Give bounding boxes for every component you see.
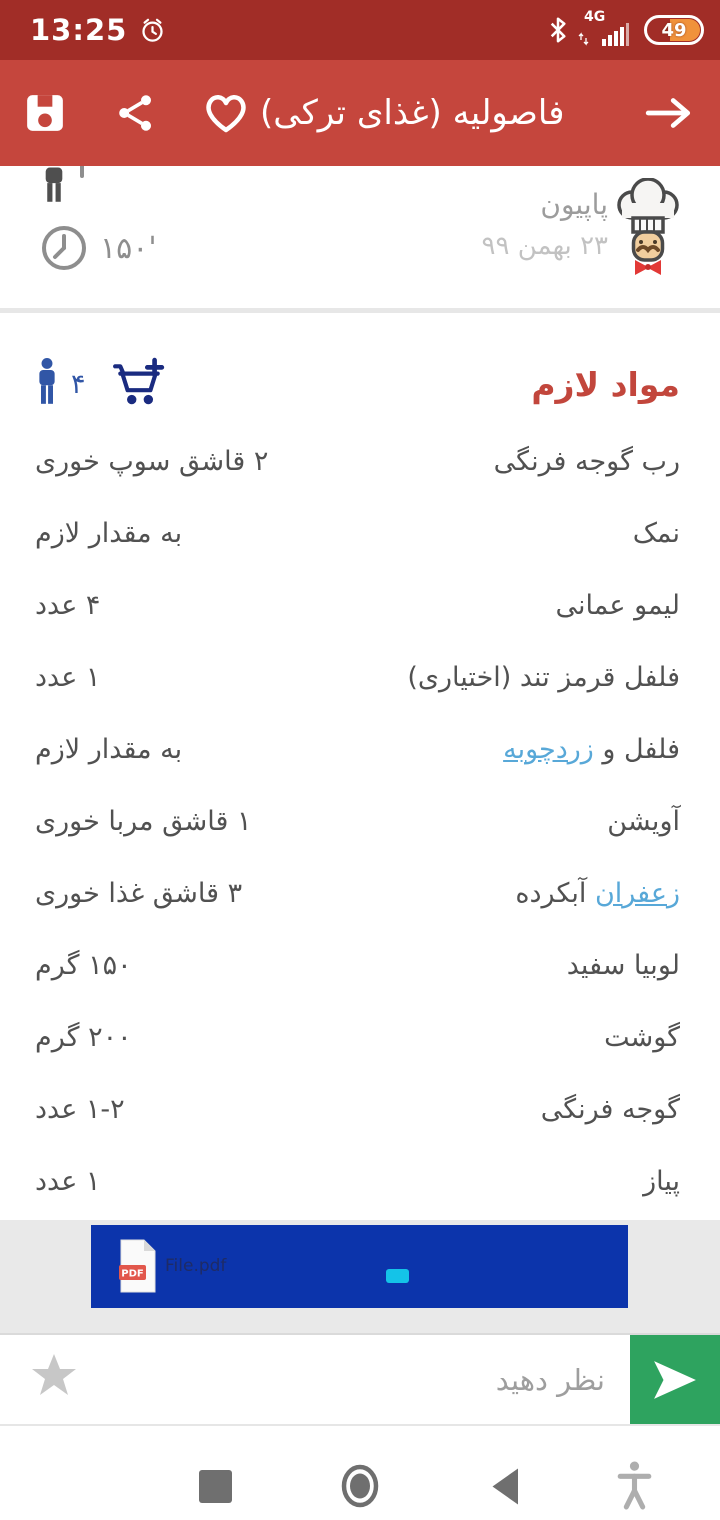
comment-input[interactable] <box>215 1335 605 1424</box>
pdf-badge-label: PDF <box>121 1268 144 1280</box>
signal-cluster <box>578 10 634 50</box>
publish-date: ۲۳ بهمن ۹۹ <box>481 231 608 261</box>
ad-action-button[interactable] <box>386 1269 409 1283</box>
ingredient-row <box>0 569 720 641</box>
battery-indicator <box>644 15 704 45</box>
clock-icon <box>40 224 88 272</box>
ingredient-row <box>0 1001 720 1073</box>
author-info <box>482 188 608 261</box>
ingredient-name <box>607 806 680 837</box>
ingredient-amount: ۱ عدد <box>35 661 101 693</box>
ingredient-amount: ۳ قاشق غذا خوری <box>35 877 243 909</box>
ingredient-link[interactable]: زردچوبه <box>503 733 594 765</box>
ingredient-amount: ۴ عدد <box>35 589 101 621</box>
network-type-label: 4G <box>584 9 606 25</box>
ingredient-row <box>0 497 720 569</box>
save-button[interactable] <box>24 92 66 134</box>
cook-time <box>40 224 157 272</box>
add-to-cart-icon[interactable] <box>112 357 166 411</box>
ingredient-amount: به مقدار لازم <box>35 733 183 765</box>
comment-bar <box>0 1333 720 1424</box>
ingredient-row <box>0 425 720 497</box>
ingredient-name <box>567 950 680 981</box>
ingredient-amount: ۲ قاشق سوپ خوری <box>35 445 269 477</box>
android-nav-bar <box>0 1424 720 1520</box>
ingredient-name-text: آبکرده <box>515 877 595 909</box>
app-bar <box>0 60 720 166</box>
ingredients-title: مواد لازم <box>531 364 680 404</box>
signal-bars-icon <box>602 22 632 46</box>
ingredient-name <box>541 1094 680 1125</box>
servings-person-icon[interactable] <box>35 358 59 410</box>
author-name: پاپیون <box>540 188 608 221</box>
servings-count: ۴ <box>71 368 86 400</box>
share-button[interactable] <box>116 92 156 134</box>
ingredient-row <box>0 713 720 785</box>
duration-label: ۱۵۰' <box>100 230 157 266</box>
status-time: 13:25 <box>30 13 128 47</box>
favorite-button[interactable] <box>202 91 250 135</box>
ingredient-name <box>494 446 680 477</box>
ingredient-row <box>0 641 720 713</box>
ingredient-amount: ۱ عدد <box>35 1165 101 1197</box>
ad-zone <box>0 1220 720 1333</box>
ingredient-amount: ۱۵۰ گرم <box>35 949 132 981</box>
data-arrows-icon <box>578 32 590 46</box>
back-arrow-button[interactable] <box>644 96 694 130</box>
ingredient-name <box>604 1022 680 1053</box>
ingredient-amount: ۲۰۰ گرم <box>35 1021 132 1053</box>
ingredient-name-text: رب گوجه فرنگی <box>493 445 680 477</box>
bluetooth-icon <box>548 16 568 44</box>
pdf-file-icon <box>119 1238 157 1298</box>
ad-file-name: File.pdf <box>165 1256 227 1276</box>
ingredient-name-text: فلفل و <box>593 733 680 765</box>
recents-button[interactable] <box>199 1470 232 1503</box>
ingredient-amount: به مقدار لازم <box>35 517 183 549</box>
alarm-icon <box>139 17 166 44</box>
ingredients-header <box>0 313 720 425</box>
ingredient-name <box>515 878 680 909</box>
page-title: فاصولیه (غذای ترکی) <box>260 93 565 133</box>
ingredient-name <box>633 518 680 549</box>
ingredient-name-text: نمک <box>632 517 680 549</box>
ingredient-name-text: گوجه فرنگی <box>540 1093 680 1125</box>
ingredient-name <box>407 662 680 693</box>
ingredient-name-text: آویشن <box>607 805 680 837</box>
ingredient-name <box>556 590 680 621</box>
ingredient-row <box>0 929 720 1001</box>
ingredient-name-text: گوشت <box>604 1021 680 1053</box>
ingredient-name-text: لوبیا سفید <box>566 949 680 981</box>
ingredient-row <box>0 1145 720 1217</box>
send-icon <box>652 1359 698 1401</box>
ingredient-row <box>0 857 720 929</box>
battery-percent: 49 <box>661 19 687 41</box>
status-bar <box>0 0 720 60</box>
ingredients-section <box>0 313 720 1220</box>
chef-avatar <box>612 178 684 286</box>
ingredient-name <box>643 1166 680 1197</box>
ingredient-row <box>0 1073 720 1145</box>
ingredient-amount: ۱-۲ عدد <box>35 1093 125 1125</box>
cut-number-mark <box>80 166 84 178</box>
home-button[interactable] <box>341 1464 379 1508</box>
ingredient-amount: ۱ قاشق مربا خوری <box>35 805 252 837</box>
ad-banner[interactable] <box>91 1225 628 1308</box>
ingredient-link[interactable]: زعفران <box>594 877 680 909</box>
accessibility-button[interactable] <box>616 1460 653 1511</box>
ingredient-row <box>0 785 720 857</box>
ingredient-name <box>503 734 680 765</box>
ingredient-name-text: پیاز <box>643 1165 680 1197</box>
ingredient-name-text: فلفل قرمز تند (اختیاری) <box>407 661 680 693</box>
send-comment-button[interactable] <box>630 1335 720 1424</box>
rating-star-icon[interactable] <box>30 1352 78 1398</box>
back-button[interactable] <box>492 1468 519 1505</box>
recipe-meta-card <box>0 166 720 308</box>
servings-person-icon-cut <box>40 166 68 212</box>
ingredient-name-text: لیمو عمانی <box>555 589 680 621</box>
